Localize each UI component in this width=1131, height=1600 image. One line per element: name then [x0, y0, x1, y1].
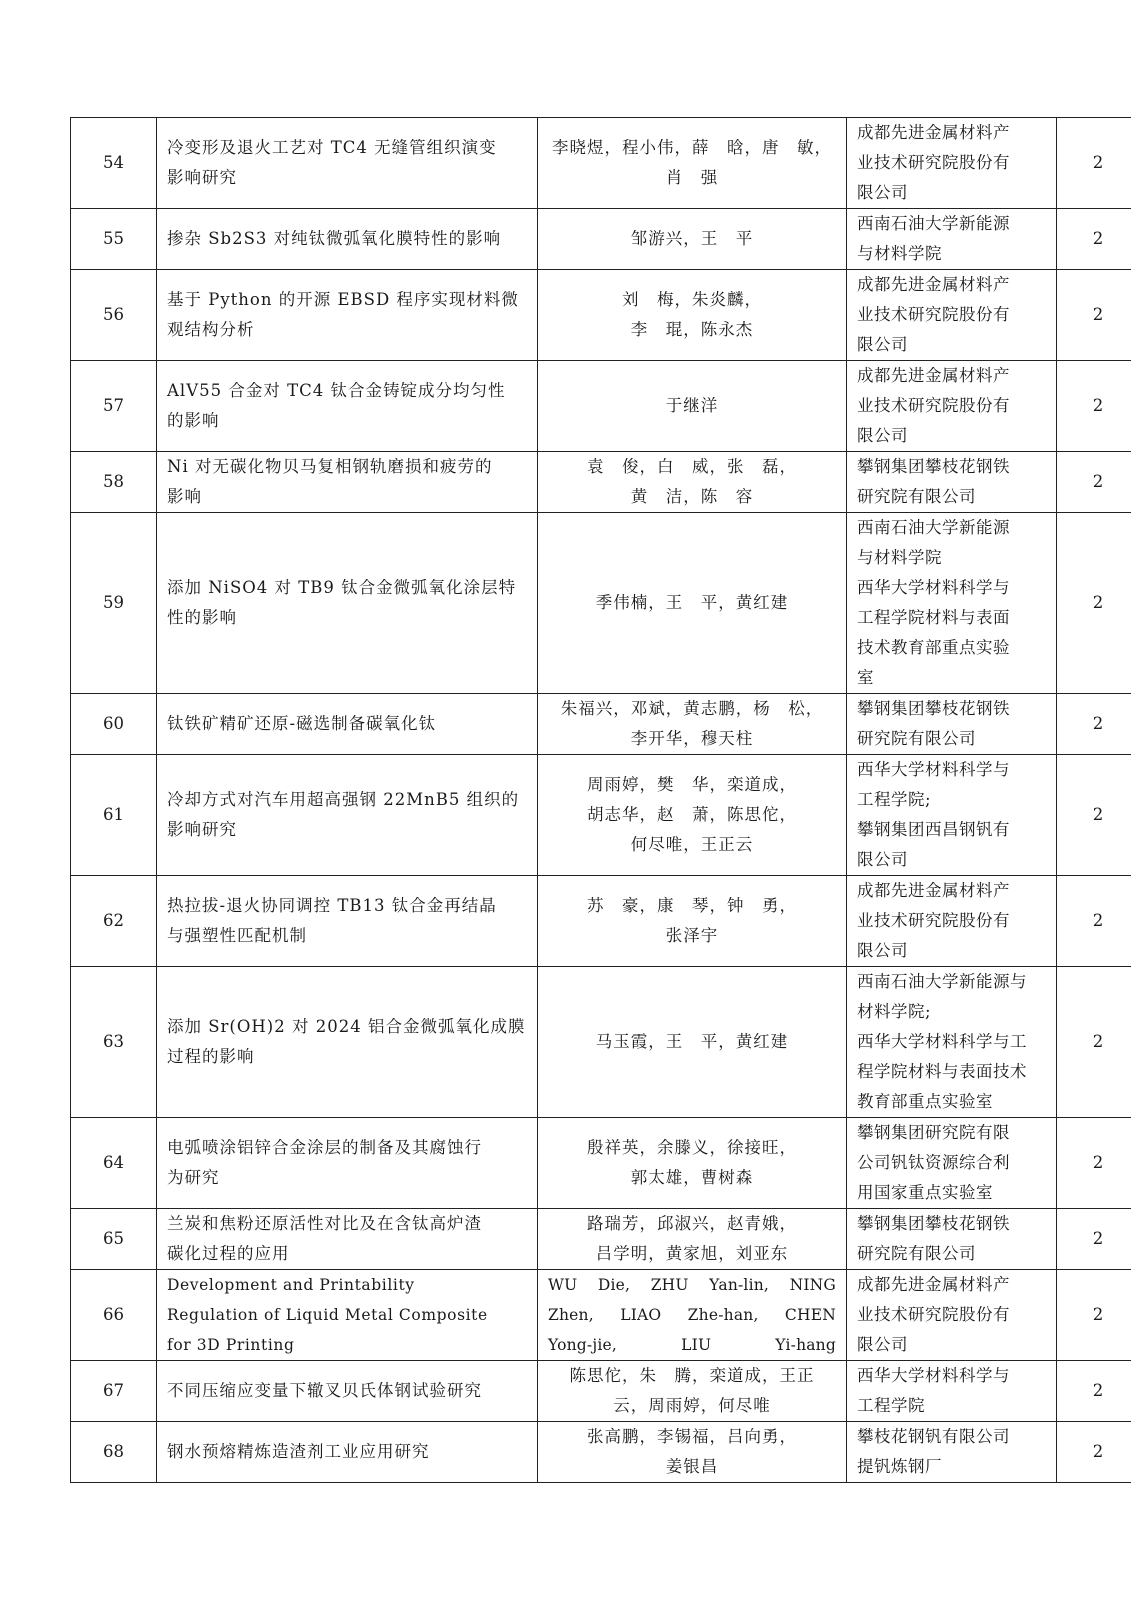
table-row: [71, 755, 1131, 876]
award-count: 2: [1057, 694, 1131, 755]
paper-title-line: Ni 对无碳化物贝马复相钢轨磨损和疲劳的: [167, 457, 493, 476]
paper-title-line: for 3D Printing: [167, 1336, 295, 1354]
row-number: 55: [71, 209, 157, 270]
author-affiliation-line: 研究院有限公司: [857, 1244, 976, 1263]
author-affiliation-line: 业技术研究院股份有: [857, 911, 1010, 930]
paper-title-line: 冷变形及退火工艺对 TC4 无缝管组织演变: [167, 138, 497, 157]
paper-authors-line: 肖 强: [665, 168, 719, 187]
award-count: 2: [1057, 755, 1131, 876]
row-number: 57: [71, 361, 157, 452]
author-affiliation: [847, 361, 1057, 452]
author-affiliation-line: 成都先进金属材料产: [857, 275, 1010, 294]
author-affiliation-line: 与材料学院: [857, 548, 942, 567]
paper-title-line: 碳化过程的应用: [167, 1244, 290, 1263]
table-row: [71, 513, 1131, 694]
paper-authors-line: 陈思佗，朱 腾，栾道成，王正: [569, 1366, 815, 1385]
author-affiliation: [847, 513, 1057, 694]
table-row: [71, 209, 1131, 270]
award-count: 2: [1057, 1270, 1131, 1361]
author-affiliation-line: 攀枝花钢钒有限公司: [857, 1427, 1010, 1446]
paper-authors-line: 李开华，穆天柱: [630, 729, 754, 748]
author-affiliation-line: 成都先进金属材料产: [857, 1275, 1010, 1294]
award-count: 2: [1057, 361, 1131, 452]
author-affiliation-line: 室: [857, 668, 874, 687]
author-affiliation-line: 西南石油大学新能源: [857, 518, 1010, 537]
author-affiliation-line: 提钒炼钢厂: [857, 1457, 942, 1476]
paper-title-line: 掺杂 Sb2S3 对纯钛微弧氧化膜特性的影响: [167, 229, 502, 248]
author-affiliation-line: 业技术研究院股份有: [857, 396, 1010, 415]
author-affiliation-line: 限公司: [857, 335, 908, 354]
author-affiliation-line: 限公司: [857, 1335, 908, 1354]
paper-title-line: 影响研究: [167, 820, 237, 839]
paper-authors-line: 刘 梅，朱炎麟，: [622, 290, 762, 309]
table-row: [71, 361, 1131, 452]
row-number: 63: [71, 967, 157, 1118]
paper-authors-line: 路瑞芳，邱淑兴，赵青娥，: [587, 1214, 797, 1233]
paper-authors: [538, 361, 847, 452]
paper-authors: [538, 1209, 847, 1270]
row-number: 64: [71, 1118, 157, 1209]
paper-authors: [538, 967, 847, 1118]
paper-authors-line: 马玉霞，王 平，黄红建: [595, 1032, 789, 1051]
paper-title-line: Regulation of Liquid Metal Composite: [167, 1306, 488, 1324]
paper-authors-line: WU Die, ZHU Yan-lin, NING: [548, 1276, 836, 1294]
paper-title: [157, 1422, 538, 1483]
author-affiliation-line: 研究院有限公司: [857, 729, 976, 748]
paper-title-line: 影响研究: [167, 168, 237, 187]
paper-title-line: 基于 Python 的开源 EBSD 程序实现材料微: [167, 290, 519, 309]
paper-authors-line: 黄 洁，陈 容: [630, 487, 754, 506]
author-affiliation: [847, 118, 1057, 209]
row-number: 54: [71, 118, 157, 209]
paper-title-line: 兰炭和焦粉还原活性对比及在含钛高炉渣: [167, 1214, 482, 1233]
author-affiliation-line: 攀钢集团攀枝花钢铁: [857, 457, 1010, 476]
author-affiliation-line: 公司钒钛资源综合利: [857, 1153, 1010, 1172]
paper-authors-line: 张泽宇: [665, 926, 719, 945]
row-number: 68: [71, 1422, 157, 1483]
paper-authors-line: 何尽唯，王正云: [630, 835, 754, 854]
author-affiliation-line: 程学院材料与表面技术: [857, 1062, 1027, 1081]
author-affiliation-line: 攀钢集团西昌钢钒有: [857, 820, 1010, 839]
paper-title: [157, 1270, 538, 1361]
paper-title-line: 影响: [167, 487, 202, 506]
paper-authors: [538, 1118, 847, 1209]
author-affiliation-line: 工程学院;: [857, 790, 932, 809]
paper-title-line: 过程的影响: [167, 1047, 255, 1066]
paper-authors-line: 李 琨，陈永杰: [630, 320, 754, 339]
paper-authors-line: 于继洋: [665, 396, 719, 415]
author-affiliation-line: 用国家重点实验室: [857, 1183, 993, 1202]
row-number: 58: [71, 452, 157, 513]
paper-title-line: 热拉拔-退火协同调控 TB13 钛合金再结晶: [167, 896, 497, 915]
author-affiliation-line: 限公司: [857, 850, 908, 869]
paper-authors: [538, 755, 847, 876]
table-row: [71, 1118, 1131, 1209]
paper-title-line: 不同压缩应变量下辙叉贝氏体钢试验研究: [167, 1381, 482, 1400]
paper-title: [157, 967, 538, 1118]
author-affiliation-line: 工程学院: [857, 1396, 925, 1415]
table-row: [71, 1270, 1131, 1361]
author-affiliation-line: 业技术研究院股份有: [857, 1305, 1010, 1324]
paper-authors-line: 苏 豪，康 琴，钟 勇，: [587, 896, 797, 915]
row-number: 67: [71, 1361, 157, 1422]
paper-title-line: 观结构分析: [167, 320, 255, 339]
award-count: 2: [1057, 1422, 1131, 1483]
award-count: 2: [1057, 209, 1131, 270]
author-affiliation: [847, 1118, 1057, 1209]
paper-title: [157, 118, 538, 209]
paper-authors-line: Yong-jie, LIU Yi-hang: [548, 1336, 836, 1354]
paper-title-line: 添加 NiSO4 对 TB9 钛合金微弧氧化涂层特: [167, 578, 517, 597]
table-row: [71, 1209, 1131, 1270]
paper-authors: [538, 1361, 847, 1422]
author-affiliation-line: 研究院有限公司: [857, 487, 976, 506]
award-count: 2: [1057, 1209, 1131, 1270]
table-row: [71, 1361, 1131, 1422]
paper-title: [157, 513, 538, 694]
paper-authors-line: 胡志华，赵 萧，陈思佗，: [587, 805, 797, 824]
paper-authors: [538, 1270, 847, 1361]
author-affiliation-line: 限公司: [857, 426, 908, 445]
paper-authors-line: 姜银昌: [665, 1457, 719, 1476]
row-number: 59: [71, 513, 157, 694]
author-affiliation: [847, 1270, 1057, 1361]
author-affiliation-line: 西华大学材料科学与: [857, 760, 1010, 779]
paper-title-line: 电弧喷涂铝锌合金涂层的制备及其腐蚀行: [167, 1138, 482, 1157]
row-number: 65: [71, 1209, 157, 1270]
author-affiliation-line: 攀钢集团攀枝花钢铁: [857, 1214, 1010, 1233]
paper-authors-line: 袁 俊，白 威，张 磊，: [587, 457, 797, 476]
row-number: 62: [71, 876, 157, 967]
row-number: 60: [71, 694, 157, 755]
author-affiliation-line: 材料学院;: [857, 1002, 932, 1021]
row-number: 66: [71, 1270, 157, 1361]
paper-title-line: 的影响: [167, 411, 220, 430]
author-affiliation: [847, 694, 1057, 755]
author-affiliation-line: 限公司: [857, 183, 908, 202]
author-affiliation-line: 成都先进金属材料产: [857, 366, 1010, 385]
author-affiliation-line: 西南石油大学新能源与: [857, 972, 1027, 991]
paper-title: [157, 209, 538, 270]
paper-authors-line: Zhen, LIAO Zhe-han, CHEN: [548, 1306, 836, 1324]
author-affiliation: [847, 755, 1057, 876]
table-row: [71, 694, 1131, 755]
author-affiliation-line: 西华大学材料科学与工: [857, 1032, 1027, 1051]
paper-authors-line: 云，周雨婷，何尽唯: [613, 1396, 771, 1415]
author-affiliation-line: 西华大学材料科学与: [857, 1366, 1010, 1385]
award-count: 2: [1057, 1361, 1131, 1422]
paper-title-line: 与强塑性匹配机制: [167, 926, 307, 945]
paper-authors-line: 季伟楠，王 平，黄红建: [595, 593, 789, 612]
paper-authors-line: 殷祥英，余滕义，徐接旺，: [587, 1138, 797, 1157]
author-affiliation-line: 限公司: [857, 941, 908, 960]
paper-authors: [538, 209, 847, 270]
author-affiliation: [847, 876, 1057, 967]
author-affiliation-line: 教育部重点实验室: [857, 1092, 993, 1111]
table-row: [71, 270, 1131, 361]
award-table: [70, 117, 1131, 1483]
award-count: 2: [1057, 452, 1131, 513]
author-affiliation-line: 西华大学材料科学与: [857, 578, 1010, 597]
paper-authors-line: 朱福兴，邓斌，黄志鹏，杨 松，: [560, 699, 824, 718]
paper-authors-line: 李晓煜，程小伟，薛 晗，唐 敏，: [552, 138, 832, 157]
author-affiliation-line: 与材料学院: [857, 244, 942, 263]
author-affiliation: [847, 270, 1057, 361]
paper-title: [157, 1209, 538, 1270]
author-affiliation: [847, 1209, 1057, 1270]
paper-authors-line: 邹游兴，王 平: [630, 229, 754, 248]
paper-title-line: 为研究: [167, 1168, 220, 1187]
paper-authors-line: 周雨婷，樊 华，栾道成，: [587, 775, 797, 794]
author-affiliation: [847, 1361, 1057, 1422]
paper-authors-line: 郭太雄，曹树森: [630, 1168, 754, 1187]
paper-title: [157, 1118, 538, 1209]
author-affiliation-line: 攀钢集团研究院有限: [857, 1123, 1010, 1142]
paper-title-line: 冷却方式对汽车用超高强钢 22MnB5 组织的: [167, 790, 520, 809]
paper-authors: [538, 1422, 847, 1483]
award-count: 2: [1057, 1118, 1131, 1209]
paper-title: [157, 876, 538, 967]
paper-authors-line: 张高鹏，李锡福，吕向勇，: [587, 1427, 797, 1446]
table-body: [71, 118, 1131, 1483]
row-number: 56: [71, 270, 157, 361]
author-affiliation-line: 西南石油大学新能源: [857, 214, 1010, 233]
author-affiliation-line: 工程学院材料与表面: [857, 608, 1010, 627]
table-row: [71, 1422, 1131, 1483]
paper-title-line: 性的影响: [167, 608, 237, 627]
paper-authors: [538, 513, 847, 694]
paper-title-line: AlV55 合金对 TC4 钛合金铸锭成分均匀性: [167, 381, 506, 400]
author-affiliation-line: 技术教育部重点实验: [857, 638, 1010, 657]
paper-authors: [538, 270, 847, 361]
author-affiliation: [847, 452, 1057, 513]
table-row: [71, 876, 1131, 967]
paper-title: [157, 452, 538, 513]
author-affiliation-line: 成都先进金属材料产: [857, 123, 1010, 142]
paper-title: [157, 270, 538, 361]
paper-title: [157, 1361, 538, 1422]
paper-title: [157, 755, 538, 876]
paper-title: [157, 361, 538, 452]
author-affiliation-line: 成都先进金属材料产: [857, 881, 1010, 900]
author-affiliation-line: 业技术研究院股份有: [857, 153, 1010, 172]
table-row: [71, 452, 1131, 513]
author-affiliation-line: 业技术研究院股份有: [857, 305, 1010, 324]
row-number: 61: [71, 755, 157, 876]
table-row: [71, 967, 1131, 1118]
author-affiliation: [847, 209, 1057, 270]
author-affiliation: [847, 1422, 1057, 1483]
award-count: 2: [1057, 118, 1131, 209]
paper-authors: [538, 876, 847, 967]
paper-title-line: 钛铁矿精矿还原-磁选制备碳氧化钛: [167, 714, 437, 733]
award-count: 2: [1057, 513, 1131, 694]
paper-title-line: 钢水预熔精炼造渣剂工业应用研究: [167, 1442, 430, 1461]
paper-authors: [538, 118, 847, 209]
paper-title: [157, 694, 538, 755]
table-row: [71, 118, 1131, 209]
award-count: 2: [1057, 967, 1131, 1118]
paper-title-line: 添加 Sr(OH)2 对 2024 铝合金微弧氧化成膜: [167, 1017, 526, 1036]
author-affiliation: [847, 967, 1057, 1118]
award-count: 2: [1057, 270, 1131, 361]
paper-title-line: Development and Printability: [167, 1276, 415, 1294]
paper-authors-line: 吕学明，黄家旭，刘亚东: [595, 1244, 789, 1263]
award-count: 2: [1057, 876, 1131, 967]
author-affiliation-line: 攀钢集团攀枝花钢铁: [857, 699, 1010, 718]
paper-authors: [538, 694, 847, 755]
paper-authors: [538, 452, 847, 513]
